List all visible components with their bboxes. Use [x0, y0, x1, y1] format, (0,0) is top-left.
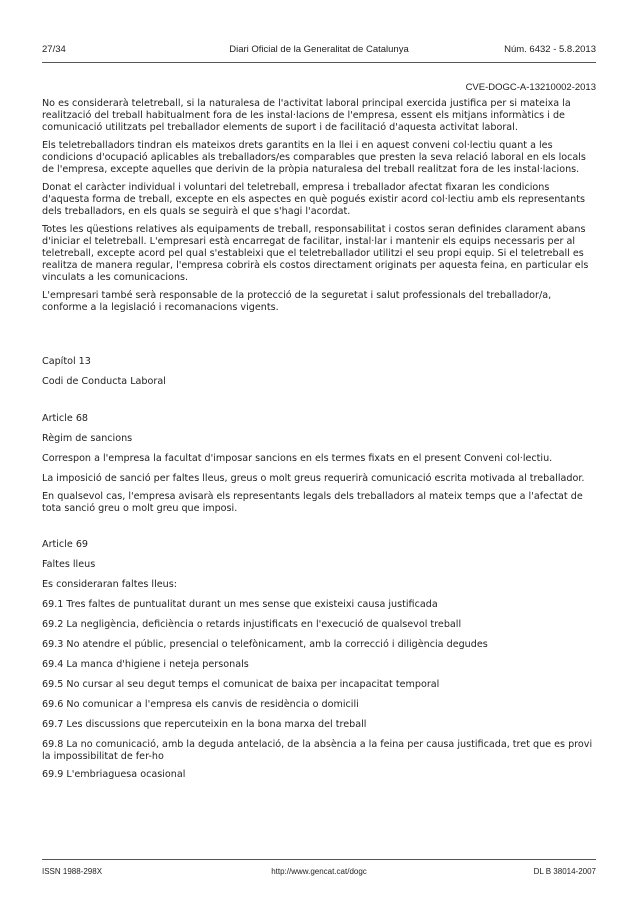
paragraph: Correspon a l'empresa la facultat d'imposar sancions en els termes fixats en el present Conveni col·lectiu. [42, 453, 553, 464]
cve-code: CVE-DOGC-A-13210002-2013 [465, 82, 596, 93]
paragraph: La imposició de sanció per faltes lleus, greus o molt greus requerirà comunicació escrita motivada al treballador. [42, 473, 585, 484]
paragraph: Els teletreballadors tindran els mateixos drets garantits en la llei i en aquest conveni col·lectiu quant a les condicions d'ocupació aplicables als treballadors/es comparables que presten la seva relació laboral en els locals de l'empresa, excepte aquelles que derivin de la pròpia naturalesa del treball realitzat fora de les instal·lacions. [42, 140, 586, 175]
paragraph: No es considerarà teletreball, si la naturalesa de l'activitat laboral principal exercida justifica per si mateixa la realització del treball habitualment fora de les instal·lacions de l'empresa, essent els mitjans informàtics i de comunicació utilitzats pel treballador elements de suport i de facilitació d'aquesta activitat laboral. [42, 98, 571, 133]
paragraph: Donat el caràcter individual i voluntari del teletreball, empresa i treballador afectat fixaran les condicions d'aquesta forma de treball, excepte en els aspectes en què pogués existir acord col·lectiu amb els representants dels treballadors, en els quals se seguirà el que s'hagi l'acordat. [42, 182, 585, 217]
chapter-heading: Capítol 13 [42, 356, 91, 367]
list-item: 69.9 L'embriaguesa ocasional [42, 769, 186, 780]
list-item: 69.8 La no comunicació, amb la deguda antelació, de la absència a la feina per causa justificada, tret que es provi la impossibilitat de fer-ho [42, 739, 593, 762]
journal-title: Diari Oficial de la Generalitat de Catalunya [229, 44, 409, 55]
paragraph: Es consideraran faltes lleus: [42, 579, 177, 590]
paragraph: Totes les qüestions relatives als equipaments de treball, responsabilitat i costos seran definides clarament abans d'iniciar el teletreball. L'empresari està encarregat de facilitar, instal·lar i mantenir els equips necessaris per al teletreball, excepte acord pel qual s'estableixi que el teletreballador utilitzi el seu propi equip. Si el teletreball es realitza de manera regular, l'empresa cobrirà els costos directament originats per aquesta feina, en particular els vinculats a les comunicacions. [42, 224, 589, 283]
list-item: 69.2 La negligència, deficiència o retards injustificats en l'execució de qualsevol treball [42, 619, 462, 630]
footer-url: http://www.gencat.cat/dogc [271, 867, 367, 876]
list-item: 69.6 No comunicar a l'empresa els canvis de residència o domicili [42, 699, 359, 710]
header-rule [42, 62, 596, 63]
page-header [42, 44, 596, 58]
page-number: 27/34 [42, 44, 66, 55]
page-footer [42, 867, 596, 879]
footer-rule [42, 859, 596, 860]
list-item: 69.5 No cursar al seu degut temps el comunicat de baixa per incapacitat temporal [42, 679, 440, 690]
issue-number: Núm. 6432 - 5.8.2013 [504, 44, 596, 55]
article-title: Règim de sancions [42, 433, 133, 444]
article-title: Faltes lleus [42, 559, 96, 570]
chapter-title: Codi de Conducta Laboral [42, 376, 166, 387]
article-heading: Article 68 [42, 413, 89, 424]
list-item: 69.4 La manca d'higiene i neteja personals [42, 659, 249, 670]
issn: ISSN 1988-298X [42, 867, 103, 876]
legal-deposit: DL B 38014-2007 [533, 867, 596, 876]
article-heading: Article 69 [42, 539, 89, 550]
list-item: 69.7 Les discussions que repercuteixin en la bona marxa del treball [42, 719, 367, 730]
list-item: 69.3 No atendre el públic, presencial o telefònicament, amb la correcció i diligència degudes [42, 639, 488, 650]
document-body [42, 98, 598, 781]
paragraph: L'empresari també serà responsable de la protecció de la seguretat i salut professionals del treballador/a, conforme a la legislació i recomanacions vigents. [42, 290, 552, 313]
paragraph: En qualsevol cas, l'empresa avisarà els representants legals dels treballadors al mateix temps que a l'afectat de tota sanció greu o molt greu que imposi. [42, 491, 583, 514]
list-item: 69.1 Tres faltes de puntualitat durant un mes sense que existeixi causa justificada [42, 599, 438, 610]
